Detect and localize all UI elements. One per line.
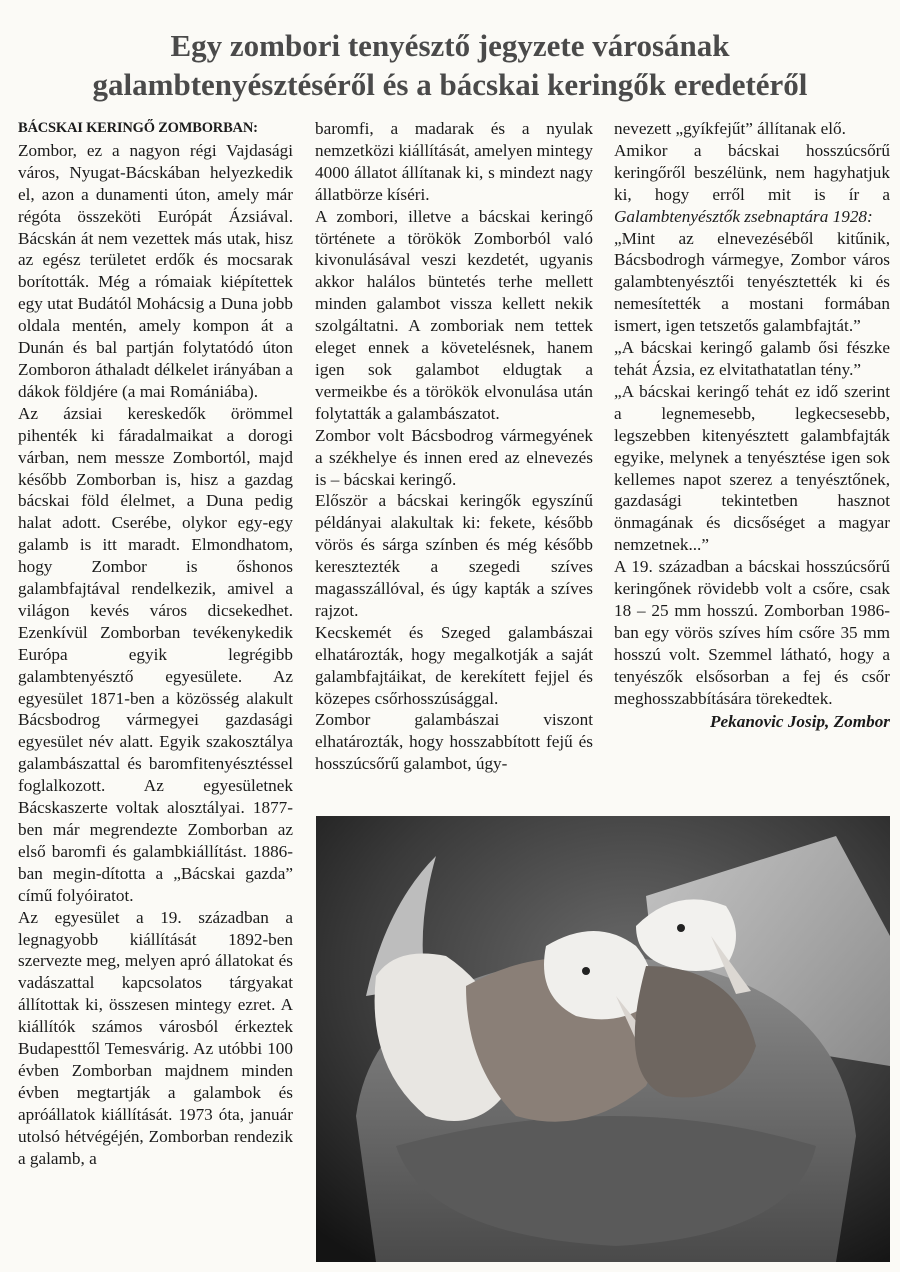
paragraph [614,140,890,228]
column-1 [18,118,293,1170]
paragraph: A 19. században a bácskai hosszúcsőrű keringőnek rövidebb volt a csőre, csak 18 – 25 mm hosszú. Zomborban 1986-ban egy vörös szíves hím csőre 35 mm hosszú volt. Szemmel látható, hogy a tenyészők elsősorban a fej és csőr meghosszabbítására törekedtek. [614,557,890,708]
paragraph: baromfi, a madarak és a nyulak nemzetközi kiállítását, amelyen mintegy 4000 állatot állítanak ki, s mindezt nagy állatbörze kíséri. [315,119,593,204]
pigeons-illustration [316,816,890,1262]
paragraph: Kecskemét és Szeged galambászai elhatározták, hogy megalkotják a saját galambfajtáikat, de kerekített fejjel és közepes csőrhosszúsággal. [315,622,593,708]
quote-paragraph: „A bácskai keringő tehát ez idő szerint a legnemesebb, legkecsesebb, legszebben kitenyésztett galambfajták egyike, melynek a tenyésztése igen sok kellemes napot szerez a tenyésztőnek, gazdasági tekintetben hasznot önmagának és dicsőséget a magyar nemzetnek...” [614,381,890,555]
title-line-1: Egy zombori tenyésztő jegyzete városának [170,28,730,63]
paragraph: Az ázsiai kereskedők örömmel pihenték ki fáradalmaikat a dorogi várban, nem messze Zombortól, majd később Zomborban is, hisz a gazdag bácskai föld élelmet, a Duna pedig halat adott. Cserébe, olykor egy-egy galamb is itt maradt. Elmondhatom, hogy Zombor is őshonos galambfajtával rendelkezik, amivel a világon kevés város dicsekedhet. Ezenkívül Zomborban tevékenykedik Európa egyik legrégibb galambtenyésztő egyesülete. Az egyesület 1871-ben a közösség alakult Bácsbodrog vármegyei gazdasági egyesület név alatt. Egyik szakosztálya galambászattal és baromfitenyésztéssel foglalkozott. Az egyesületnek Bácskaszerte voltak alosztályai. 1877-ben már megrendezte Zomborban az első baromfi és galambkiállítást. 1886-ban megin-dította a „Bácskai gazda” című folyóiratot. [18,403,293,905]
kicker-heading: BÁCSKAI KERINGŐ ZOMBORBAN: [18,120,258,136]
paragraph: nevezett „gyíkfejűt” állítanak elő. [614,119,846,138]
paragraph-text: Zombor, ez a nagyon régi Vajdasági város, Nyugat-Bácskában helyezkedik el, azon a dunamenti úton, amely már régóta összeköti Európát Ázsiával. Bácskán át nem vezettek más utak, hisz az egész területet erdők és mocsarak borították. Még a rómaiak kiépítettek egy utat Budától Mohácsig a Duna jobb oldala mentén, amely kompon át a Dunán és bal partján folytatódó úton Zomboron áthaladt délkelet irányában a dákok földjére (a mai Romániába). [18,140,293,401]
paragraph: Zombor galambászai viszont elhatározták, hogy hosszabbított fejű és hosszúcsőrű galambot, úgy- [315,710,593,774]
column-3 [614,118,890,733]
book-title: Galambtenyésztők zsebnaptára 1928: [614,206,873,226]
column-2 [315,118,593,775]
paragraph: Először a bácskai keringők egyszínű példányai alakultak ki: fekete, később vörös és sárga színben és még később keresztezték a szegedi szíves magasszállóval, és úgy kapták a szíves rajzot. [315,491,593,620]
paragraph: Az egyesület a 19. században a legnagyobb kiállítását 1892-ben szervezte meg, melyen apró állatokat és vadászattal kapcsolatos tárgyakat állítottak ki, összesen mintegy ezret. A kiállítók számos városból érkeztek Budapesttől Temesvárig. Az utóbbi 100 évben Zomborban majdnem minden évben megtartják a galambok és apróállatok kiállítását. 1973 óta, január utolsó hétvégéjén, Zomborban rendezik a galamb, a [18,907,293,1168]
paragraph [18,118,293,403]
paragraph: Zombor volt Bácsbodrog vármegyének a székhelye és innen ered az elnevezés is – bácskai keringő. [315,425,593,489]
pigeons-photo [316,816,890,1262]
quote-paragraph: „Mint az elnevezéséből kitűnik, Bácsbodrogh vármegye, Zombor város galambtenyésztői tenyésztették ki és nemesítették a mostani formában ismert, igen tetszetős galambfajtát.” [614,228,890,336]
paragraph: A zombori, illetve a bácskai keringő története a törökök Zomborból való kivonulásával veszi kezdetét, ugyanis akkor halálos büntetés terhe mellett minden galambot vissza kellett nekik szolgáltatni. A zomboriak nem tettek eleget ennek a követelésnek, hanem igen sok galambot eldugtak a vermeikbe és a törökök elvonulása után folytatták a galambászatot. [315,206,593,423]
title-line-2: galambtenyésztéséről és a bácskai keringők eredetéről [92,67,808,102]
paragraph-text: Amikor a bácskai hosszúcsőrű keringőről beszélünk, nem hagyhatjuk ki, hogy erről mit is ír a [614,140,890,204]
quote-paragraph: „A bácskai keringő galamb ősi fészke tehát Ázsia, ez elvitathatatlan tény.” [614,338,890,379]
author-byline: Pekanovic Josip, Zombor [710,712,890,732]
article-title [0,26,900,104]
